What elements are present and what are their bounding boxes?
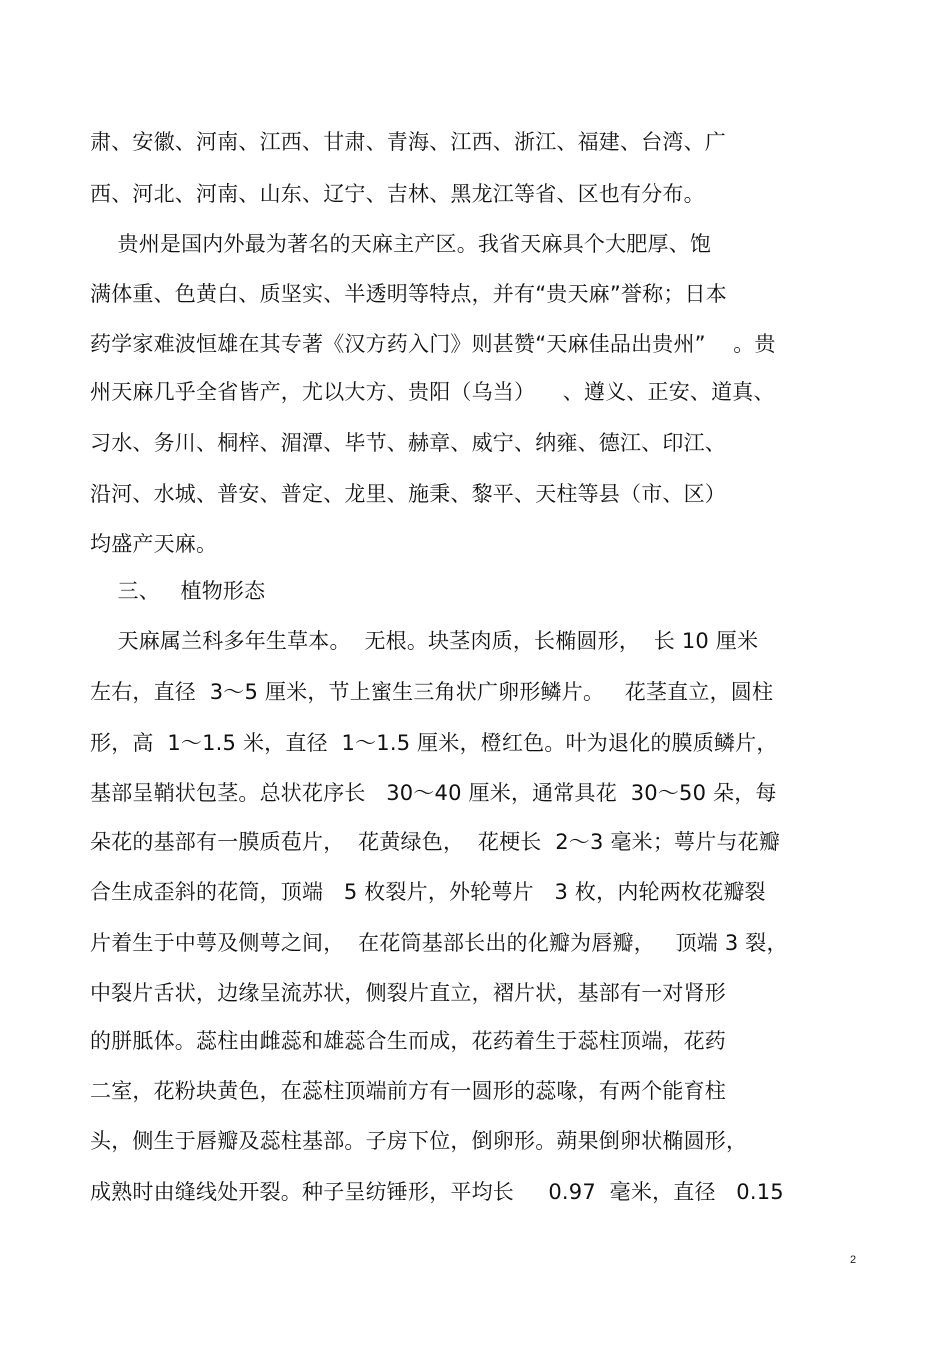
text-line: 天麻属兰科多年生草本。 无根。块茎肉质，长椭圆形， 长 10 厘米: [90, 629, 759, 653]
text-line: 均盛产天麻。: [90, 532, 218, 556]
text-line: 左右，直径 3～5 厘米，节上蜜生三角状广卵形鳞片。 花茎直立，圆柱: [90, 680, 774, 704]
text-line: 贵州是国内外最为著名的天麻主产区。我省天麻具个大肥厚、饱: [90, 232, 712, 256]
text-line: 习水、务川、桐梓、湄潭、毕节、赫章、威宁、纳雍、德江、印江、: [90, 431, 726, 455]
text-line: 州天麻几乎全省皆产，尤以大方、贵阳（乌当） 、遵义、正安、道真、: [90, 380, 775, 404]
page-number: 2: [850, 1254, 857, 1266]
text-line: 片着生于中萼及侧萼之间， 在花筒基部长出的化瓣为唇瓣， 顶端 3 裂，: [90, 931, 788, 955]
text-line: 基部呈鞘状包茎。总状花序长 30～40 厘米，通常具花 30～50 朵，每: [90, 781, 777, 805]
text-line: 中裂片舌状，边缘呈流苏状，侧裂片直立，褶片状，基部有一对肾形: [90, 981, 726, 1005]
text-line: 成熟时由缝线处开裂。种子呈纺锤形，平均长 0.97 毫米，直径 0.15: [90, 1180, 784, 1204]
text-line: 西、河北、河南、山东、辽宁、吉林、黑龙江等省、区也有分布。: [90, 182, 705, 206]
text-line: 肃、安徽、河南、江西、甘肃、青海、江西、浙江、福建、台湾、广: [90, 130, 726, 154]
text-line: 药学家难波恒雄在其专著《汉方药入门》则甚赞“天麻佳品出贵州” 。贵: [90, 332, 776, 356]
text-line: 二室，花粉块黄色，在蕊柱顶端前方有一圆形的蕊喙，有两个能育柱: [90, 1079, 726, 1103]
text-line: 满体重、色黄白、质坚实、半透明等特点，并有“贵天麻”誉称；日本: [90, 282, 727, 306]
text-line: 沿河、水城、普安、普定、龙里、施秉、黎平、天柱等县（市、区）: [90, 482, 726, 506]
text-line: 合生成歪斜的花筒，顶端 5 枚裂片，外轮萼片 3 枚，内轮两枚花瓣裂: [90, 880, 766, 904]
text-line: 形，高 1～1.5 米，直径 1～1.5 厘米，橙红色。叶为退化的膜质鳞片，: [90, 731, 778, 755]
section-heading: 三、 植物形态: [90, 579, 266, 603]
text-line: 的胼胝体。蕊柱由雌蕊和雄蕊合生而成，花药着生于蕊柱顶端，花药: [90, 1029, 726, 1053]
text-line: 头，侧生于唇瓣及蕊柱基部。子房下位，倒卵形。蒴果倒卵状椭圆形，: [90, 1129, 748, 1153]
text-line: 朵花的基部有一膜质苞片， 花黄绿色， 花梗长 2～3 毫米；萼片与花瓣: [90, 830, 781, 854]
